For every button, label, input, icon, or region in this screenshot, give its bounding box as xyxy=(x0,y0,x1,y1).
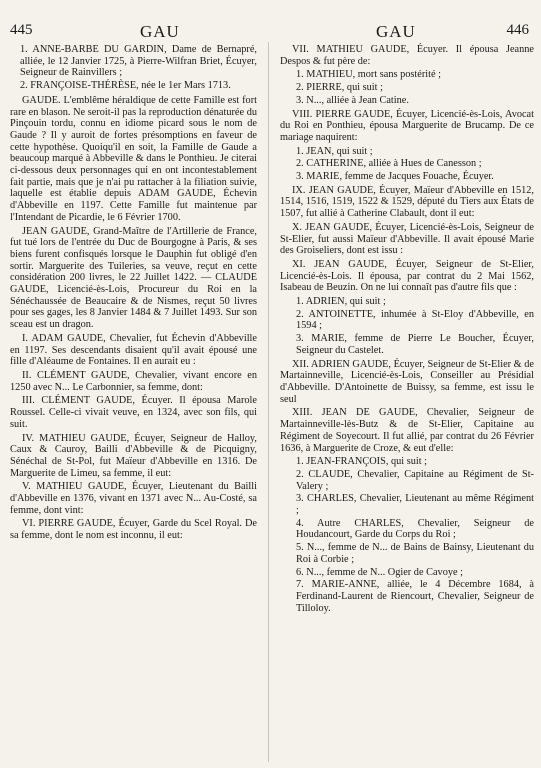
paragraph-generation-2: II. CLÉMENT GAUDE, Chevalier, vivant encore en 1250 avec N... Le Carbonnier, sa femme, dont: xyxy=(10,369,257,393)
paragraph-generation-3: III. CLÉMENT GAUDE, Écuyer. Il épousa Marole Roussel. Celle-ci vivait veuve, en 1324, avec son fils, qui suit. xyxy=(10,395,257,430)
right-running-head: GAU xyxy=(376,22,416,41)
paragraph-jean-gaude: JEAN GAUDE, Grand-Maître de l'Artillerie de France, fut tué lors de l'entrée du Duc de Bourgogne à Paris, & ses biens furent confisqués lorsque le Dauphin fut obligé d'en sortir. Marguerite des Tuileries, sa veuve, reçut en cette considération 200 livres, le 22 Juillet 1422. — CLAUDE GAUDE, Licencié-ès-Lois, Procureur du Roi en la Sénéchaussée de Beaucaire & de Nismes, reçut 50 livres pour ses gages, les 8 Janvier 1484 & 7 Juillet 1493. Sur son sceau est un dragon. xyxy=(10,225,257,331)
paragraph-gaude-intro: GAUDE. L'emblême héraldique de cette Famille est fort rare en blason. Ne seroit-il pas la reproduction dénaturée du Pinçouin tordu, connu en idiome picard sous le nom de Gaude ? Il y auroit de fortes présomptions en faveur de cette hypothèse. Quoiqu'il en soit, la Famille de Gaude a beaucoup marqué à Abbeville & dans le Ponthieu. Je citerai ci-dessous deux personnages qui en ont incontestablement fait partie, mais que je n'ai pu rattacher à la filiation suivie, laquelle est établie depuis ADAM GAUDE, Échevin d'Abbeville en 1197. Cette Famille fut maintenue par l'Intendant de Picardie, le 6 Février 1700. xyxy=(10,94,257,223)
right-column xyxy=(280,44,534,616)
list-item: 2. ANTOINETTE, inhumée à St-Eloy d'Abbeville, en 1594 ; xyxy=(296,308,534,332)
paragraph-generation-12: XII. ADRIEN GAUDE, Écuyer, Seigneur de St-Elier & de Martainneville, Licencié-ès-Lois, Conseiller au Présidial d'Abbeville. D'Antoinette de Buissy, sa femme, est issu le seul xyxy=(280,358,534,405)
list-item: 1. ADRIEN, qui suit ; xyxy=(296,296,386,308)
list-item: 1. JEAN-FRANÇOIS, qui suit ; xyxy=(296,456,428,468)
list-children-13 xyxy=(280,456,534,614)
list-item: 3. CHARLES, Chevalier, Lieutenant au même Régiment ; xyxy=(296,493,534,517)
paragraph-generation-9: IX. JEAN GAUDE, Écuyer, Maïeur d'Abbeville en 1512, 1514, 1516, 1519, 1522 & 1529, député du Tiers aux États de 1507, fut allié à Catherine Clabault, dont il eut: xyxy=(280,184,534,220)
list-item: 3. MARIE, femme de Jacques Fouache, Écuyer. xyxy=(296,171,494,183)
paragraph-generation-13: XIII. JEAN DE GAUDE, Chevalier, Seigneur de Martainneville-lès-Butz & de St-Elier, Capitaine au Régiment de Soyecourt. Il fut allié, par contrat du 26 Février 1636, à Marguerite de Croze, & eut d'elle: xyxy=(280,407,534,454)
list-children-7 xyxy=(280,69,534,106)
list-item: 6. N..., femme de N... Ogier de Cavoye ; xyxy=(296,566,463,578)
list-daughters xyxy=(10,44,257,92)
list-item: 5. N..., femme de N... de Bains de Bainsy, Lieutenant du Roi à Corbie ; xyxy=(296,542,534,565)
list-item: 1. ANNE-BARBE DU GARDIN, Dame de Bernapré, alliée, le 12 Janvier 1725, à Pierre-Wilfran Briet, Écuyer, Seigneur de Rainvillers ; xyxy=(20,44,257,79)
list-item: 1. JEAN, qui suit ; xyxy=(296,145,373,157)
list-item: 2. CATHERINE, alliée à Hues de Canesson ; xyxy=(296,158,482,170)
list-item: 7. MARIE-ANNE, alliée, le 4 Décembre 1684, à Ferdinand-Laurent de Riencourt, Chevalier, Seigneur de Tilloloy. xyxy=(296,579,534,614)
list-item: 3. N..., alliée à Jean Catine. xyxy=(296,94,409,106)
list-item: 3. MARIE, femme de Pierre Le Boucher, Écuyer, Seigneur du Castelet. xyxy=(296,333,534,356)
list-item: 2. CLAUDE, Chevalier, Capitaine au Régiment de St-Valery ; xyxy=(296,468,534,492)
paragraph-generation-5: V. MATHIEU GAUDE, Écuyer, Lieutenant du Bailli d'Abbeville en 1376, vivant en 1371 avec N... Au-Costé, sa femme, dont vint: xyxy=(10,481,257,516)
left-running-head: GAU xyxy=(140,22,180,41)
paragraph-generation-11: XI. JEAN GAUDE, Écuyer, Seigneur de St-Elier, Licencié-ès-Lois. Il épousa, par contrat du 2 Mai 1562, Isabeau de Beuzin. On ne lui connaît pas d'autre fils que : xyxy=(280,258,534,294)
paragraph-generation-7: VII. MATHIEU GAUDE, Écuyer. Il épousa Jeanne Despos & fut père de: xyxy=(280,44,534,67)
list-item: 2. FRANÇOISE-THÉRÈSE, née le 1er Mars 1713. xyxy=(20,80,231,92)
paragraph-generation-4: IV. MATHIEU GAUDE, Écuyer, Seigneur de Halloy, Caux & Cauroy, Bailli d'Abbeville & de Picquigny, Sénéchal de St-Pol, fut Maïeur d'Abbeville en 1316. De Marguerite de Limeu, sa femme, il eut: xyxy=(10,432,257,479)
list-item: 4. Autre CHARLES, Chevalier, Seigneur de Houdancourt, Garde du Corps du Roi ; xyxy=(296,517,534,541)
list-item: 2. PIERRE, qui suit ; xyxy=(296,82,383,94)
paragraph-generation-10: X. JEAN GAUDE, Écuyer, Licencié-ès-Lois, Seigneur de St-Elier, fut aussi Maïeur d'Abbeville. Il avait épousé Marie des Groiseliers, dont est issu : xyxy=(280,221,534,257)
paragraph-generation-1: I. ADAM GAUDE, Chevalier, fut Échevin d'Abbeville en 1197. Ses descendants disaient qu'il avait épousé une fille d'Aléaume de Fontaines. Il en aurait eu : xyxy=(10,332,257,368)
list-children-8 xyxy=(280,146,534,183)
list-children-11 xyxy=(280,296,534,357)
paragraph-generation-6: VI. PIERRE GAUDE, Écuyer, Garde du Scel Royal. De sa femme, dont le nom est inconnu, il eut: xyxy=(10,518,257,542)
left-column xyxy=(10,44,257,544)
paragraph-generation-8: VIII. PIERRE GAUDE, Écuyer, Licencié-ès-Lois, Avocat du Roi en Ponthieu, épousa Marguerite de Brucamp. De ce mariage naquirent: xyxy=(280,108,534,143)
left-page-number: 445 xyxy=(10,22,33,38)
right-page-number: 446 xyxy=(506,22,529,38)
column-divider xyxy=(268,42,269,762)
list-item: 1. MATHIEU, mort sans postérité ; xyxy=(296,69,441,81)
